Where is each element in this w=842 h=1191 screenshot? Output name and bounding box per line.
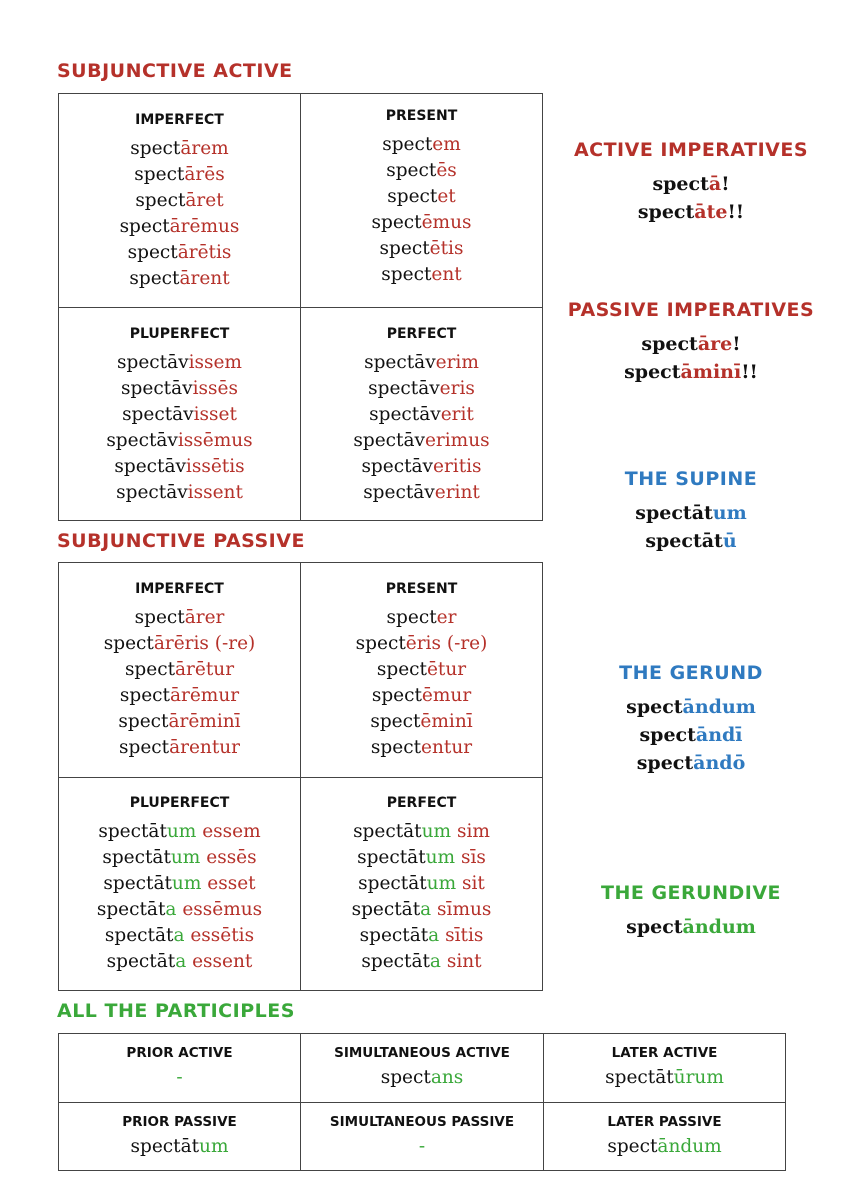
sa-perfect-cell (301, 326, 542, 506)
form-auxiliary: essem (202, 821, 261, 842)
form-participle-ending: um (170, 847, 201, 868)
supine-block (560, 465, 822, 555)
sp-imperfect-title: IMPERFECT (135, 581, 224, 597)
form-punctuation: ! (721, 173, 730, 195)
form-auxiliary: sint (446, 951, 482, 972)
participle-form (59, 1065, 300, 1091)
verb-form (560, 499, 822, 527)
form-stem: spect (641, 333, 698, 355)
verb-form (59, 188, 300, 214)
form-ending: eritis (433, 456, 482, 477)
form-stem: spectāt (130, 1136, 200, 1157)
verb-form (301, 871, 542, 897)
form-stem: spectāt (98, 821, 167, 842)
verb-form (301, 683, 542, 709)
verb-form (560, 330, 822, 358)
form-ending: ēris (-re) (405, 633, 488, 654)
form-stem: spectāt (106, 951, 176, 972)
form-ending: āndum (682, 696, 756, 718)
form-ending: entur (421, 737, 473, 758)
form-stem: spect (118, 737, 170, 758)
participle-form (301, 1134, 543, 1160)
verb-form (59, 683, 300, 709)
form-ending: ārēs (184, 164, 225, 185)
gerundive-heading: THE GERUNDIVE (600, 882, 781, 904)
form-ending: ēs (436, 160, 457, 181)
form-stem: spectāv (353, 430, 425, 451)
form-stem: spect (639, 724, 696, 746)
form-auxiliary: sīmus (437, 899, 492, 920)
form-stem: spect (371, 685, 422, 706)
form-stem: spect (380, 1067, 431, 1088)
participle-title: SIMULTANEOUS PASSIVE (329, 1114, 515, 1130)
verb-form (59, 735, 300, 761)
verb-form (59, 605, 300, 631)
form-participle-ending: um (425, 847, 456, 868)
participle-title: PRIOR ACTIVE (126, 1045, 233, 1061)
form-stem: spectāt (361, 951, 430, 972)
form-stem: spect (379, 238, 430, 259)
form-ending: ārēminī (168, 711, 241, 732)
sp-perfect-title: PERFECT (386, 795, 457, 811)
sp-present-cell (301, 581, 542, 761)
participle-title: PRIOR PASSIVE (122, 1114, 237, 1130)
form-participle-ending: um (421, 821, 452, 842)
verb-form (301, 845, 542, 871)
form-ending: ans (430, 1067, 464, 1088)
verb-form (301, 735, 542, 761)
form-stem: spect (626, 916, 683, 938)
form-ending: āndī (695, 724, 743, 746)
verb-form (59, 240, 300, 266)
passive-imperatives-block (560, 296, 822, 386)
form-participle-ending: a (175, 951, 187, 972)
sp-pluperfect-title: PLUPERFECT (129, 795, 230, 811)
verb-form (560, 527, 822, 555)
verb-form (59, 162, 300, 188)
verb-form (560, 170, 822, 198)
form-stem: spect (103, 633, 154, 654)
verb-form (301, 819, 542, 845)
sp-perfect-cell (301, 795, 542, 975)
form-auxiliary: sīs (461, 847, 486, 868)
form-ending: erit (440, 404, 474, 425)
form-ending: eris (439, 378, 475, 399)
verb-form (560, 358, 822, 386)
form-stem: spect (119, 216, 170, 237)
verb-form (560, 749, 822, 777)
form-auxiliary: esset (207, 873, 256, 894)
verb-form (59, 480, 300, 506)
form-ending: ent (431, 264, 462, 285)
form-auxiliary: sītis (445, 925, 484, 946)
passive-imperatives-heading: PASSIVE IMPERATIVES (567, 299, 815, 321)
verb-form (59, 214, 300, 240)
sa-imperfect-cell (59, 112, 300, 292)
verb-form (560, 913, 822, 941)
subjunctive-passive-heading: SUBJUNCTIVE PASSIVE (57, 530, 305, 552)
form-participle-ending: um (166, 821, 197, 842)
verb-form (301, 631, 542, 657)
participle-cell (301, 1045, 543, 1091)
verb-form (59, 266, 300, 292)
form-stem: spect (371, 212, 422, 233)
form-ending: em (432, 134, 461, 155)
participle-cell (59, 1114, 300, 1160)
gerundive-block (560, 879, 822, 941)
form-ending: ārer (184, 607, 225, 628)
participle-form (59, 1134, 300, 1160)
sp-pluperfect-cell (59, 795, 300, 975)
form-stem: spectāt (104, 925, 174, 946)
form-stem: spectāt (102, 847, 171, 868)
verb-form (301, 184, 542, 210)
verb-form (301, 605, 542, 631)
verb-form (59, 454, 300, 480)
form-auxiliary: essēmus (182, 899, 263, 920)
verb-form (301, 428, 542, 454)
form-participle-ending: um (171, 873, 202, 894)
verb-form (301, 923, 542, 949)
participle-form (301, 1065, 543, 1091)
form-ending: ūrum (673, 1067, 724, 1088)
form-stem: spectāv (361, 456, 433, 477)
sa-present-title: PRESENT (385, 108, 458, 124)
form-stem: spect (134, 164, 185, 185)
form-ending: erim (435, 352, 479, 373)
form-ending: - (418, 1136, 426, 1157)
form-stem: spect (636, 752, 694, 774)
verb-form (301, 480, 542, 506)
verb-form (301, 350, 542, 376)
form-stem: spect (134, 607, 185, 628)
form-ending: āndum (682, 916, 756, 938)
form-punctuation: ! (732, 333, 741, 355)
form-participle-ending: a (429, 951, 441, 972)
form-punctuation: !! (727, 201, 745, 223)
form-ending: ēmur (421, 685, 472, 706)
form-ending: āre (697, 333, 733, 355)
form-participle-ending: um (426, 873, 457, 894)
form-stem: spectāv (117, 352, 189, 373)
gerund-block (560, 659, 822, 777)
form-auxiliary: essēs (206, 847, 257, 868)
verb-form (59, 949, 300, 975)
form-ending: ētur (426, 659, 467, 680)
subjunctive-passive-table (58, 562, 543, 991)
participle-form (544, 1134, 785, 1160)
verb-form (59, 631, 300, 657)
form-participle-ending: a (420, 899, 432, 920)
form-ending: ēmus (421, 212, 472, 233)
sp-present-title: PRESENT (385, 581, 458, 597)
form-stem: spect (130, 138, 181, 159)
form-auxiliary: essent (192, 951, 253, 972)
verb-form (301, 262, 542, 288)
form-stem: spectāv (368, 378, 440, 399)
verb-form (560, 721, 822, 749)
verb-form (301, 454, 542, 480)
verb-form (301, 236, 542, 262)
form-ending: ā (708, 173, 722, 195)
form-stem: spectāv (369, 404, 441, 425)
verb-form (59, 402, 300, 428)
gerund-heading: THE GERUND (619, 662, 763, 684)
form-ending: et (437, 186, 456, 207)
form-stem: spectāt (103, 873, 172, 894)
form-stem: spectāv (114, 456, 186, 477)
form-participle-ending: a (428, 925, 440, 946)
form-auxiliary: sit (462, 873, 485, 894)
sa-perfect-title: PERFECT (386, 326, 457, 342)
form-ending: ārent (179, 268, 230, 289)
participles-heading: ALL THE PARTICIPLES (57, 1000, 295, 1022)
form-stem: spect (376, 659, 427, 680)
form-ending: issem (188, 352, 242, 373)
form-stem: spect (624, 361, 681, 383)
form-stem: spect (119, 685, 170, 706)
active-imperatives-block (560, 136, 822, 226)
form-stem: spectāv (363, 482, 435, 503)
form-auxiliary: sim (456, 821, 490, 842)
sa-pluperfect-cell (59, 326, 300, 506)
participle-title: LATER ACTIVE (611, 1045, 718, 1061)
form-stem: spect (386, 160, 437, 181)
participles-table (58, 1033, 786, 1171)
form-ending: āndum (657, 1136, 722, 1157)
form-ending: ārētur (175, 659, 235, 680)
form-ending: ārēris (-re) (153, 633, 256, 654)
form-ending: issent (187, 482, 243, 503)
form-ending: isset (193, 404, 237, 425)
form-stem: spect (607, 1136, 658, 1157)
participle-title: SIMULTANEOUS ACTIVE (334, 1045, 510, 1061)
subjunctive-active-heading: SUBJUNCTIVE ACTIVE (57, 60, 293, 82)
form-stem: spect (652, 173, 709, 195)
form-stem: spect (127, 242, 178, 263)
form-stem: spect (370, 711, 421, 732)
verb-form (59, 923, 300, 949)
form-stem: spectāt (645, 530, 723, 552)
form-ending: ēminī (420, 711, 473, 732)
form-participle-ending: a (165, 899, 177, 920)
form-ending: erint (434, 482, 480, 503)
verb-form (59, 871, 300, 897)
verb-form (59, 136, 300, 162)
verb-form (59, 350, 300, 376)
form-ending: er (436, 607, 457, 628)
form-stem: spect (386, 607, 437, 628)
form-stem: spectāv (364, 352, 436, 373)
form-stem: spect (387, 186, 438, 207)
form-ending: ārem (180, 138, 229, 159)
form-ending: ārētis (177, 242, 232, 263)
verb-form (301, 657, 542, 683)
form-stem: spect (355, 633, 406, 654)
form-ending: erimus (424, 430, 490, 451)
sa-imperfect-title: IMPERFECT (135, 112, 224, 128)
subjunctive-active-table (58, 93, 543, 521)
form-stem: spect (370, 737, 422, 758)
form-stem: spectāt (358, 873, 427, 894)
form-stem: spect (135, 190, 186, 211)
participle-cell (544, 1114, 785, 1160)
verb-form (560, 693, 822, 721)
participle-cell (59, 1045, 300, 1091)
verb-form (301, 897, 542, 923)
form-ending: ētis (429, 238, 464, 259)
form-stem: spectāt (359, 925, 429, 946)
form-punctuation: !! (741, 361, 758, 383)
sp-imperfect-cell (59, 581, 300, 761)
form-stem: spectāt (351, 899, 421, 920)
sa-present-cell (301, 108, 542, 288)
verb-form (59, 376, 300, 402)
participle-form (544, 1065, 785, 1091)
form-ending: ū (722, 530, 737, 552)
form-ending: issētis (185, 456, 245, 477)
verb-form (59, 709, 300, 735)
form-stem: spectāt (353, 821, 422, 842)
verb-form (59, 657, 300, 683)
form-stem: spect (124, 659, 176, 680)
verb-form (301, 158, 542, 184)
form-ending: - (176, 1067, 183, 1088)
form-stem: spect (118, 711, 169, 732)
form-ending: ārentur (169, 737, 241, 758)
form-ending: um (712, 502, 747, 524)
verb-form (301, 132, 542, 158)
participle-cell (301, 1114, 543, 1160)
form-stem: spect (382, 134, 433, 155)
form-ending: ārēmur (169, 685, 240, 706)
form-participle-ending: a (173, 925, 185, 946)
verb-form (59, 819, 300, 845)
participle-title: LATER PASSIVE (607, 1114, 722, 1130)
sa-pluperfect-title: PLUPERFECT (129, 326, 230, 342)
form-ending: āret (185, 190, 224, 211)
active-imperatives-heading: ACTIVE IMPERATIVES (573, 139, 809, 161)
verb-form (301, 402, 542, 428)
form-stem: spectāv (116, 482, 188, 503)
form-stem: spectāt (635, 502, 713, 524)
form-stem: spectāt (357, 847, 426, 868)
supine-heading: THE SUPINE (624, 468, 758, 490)
form-stem: spect (129, 268, 180, 289)
verb-form (301, 210, 542, 236)
form-stem: spect (637, 201, 695, 223)
form-ending: issēmus (177, 430, 253, 451)
form-ending: āte (694, 201, 728, 223)
form-ending: um (199, 1136, 229, 1157)
verb-form (59, 845, 300, 871)
form-stem: spectāv (121, 378, 193, 399)
form-stem: spectāv (122, 404, 194, 425)
form-ending: āminī (680, 361, 742, 383)
verb-form (560, 198, 822, 226)
form-ending: issēs (192, 378, 238, 399)
form-ending: ārēmus (169, 216, 240, 237)
form-stem: spect (381, 264, 432, 285)
participle-cell (544, 1045, 785, 1091)
form-stem: spectāt (96, 899, 166, 920)
form-ending: āndō (693, 752, 746, 774)
form-stem: spect (626, 696, 683, 718)
verb-form (59, 897, 300, 923)
verb-form (301, 949, 542, 975)
form-auxiliary: essētis (190, 925, 255, 946)
form-stem: spectāv (106, 430, 178, 451)
form-stem: spectāt (605, 1067, 674, 1088)
verb-form (59, 428, 300, 454)
verb-form (301, 376, 542, 402)
verb-form (301, 709, 542, 735)
